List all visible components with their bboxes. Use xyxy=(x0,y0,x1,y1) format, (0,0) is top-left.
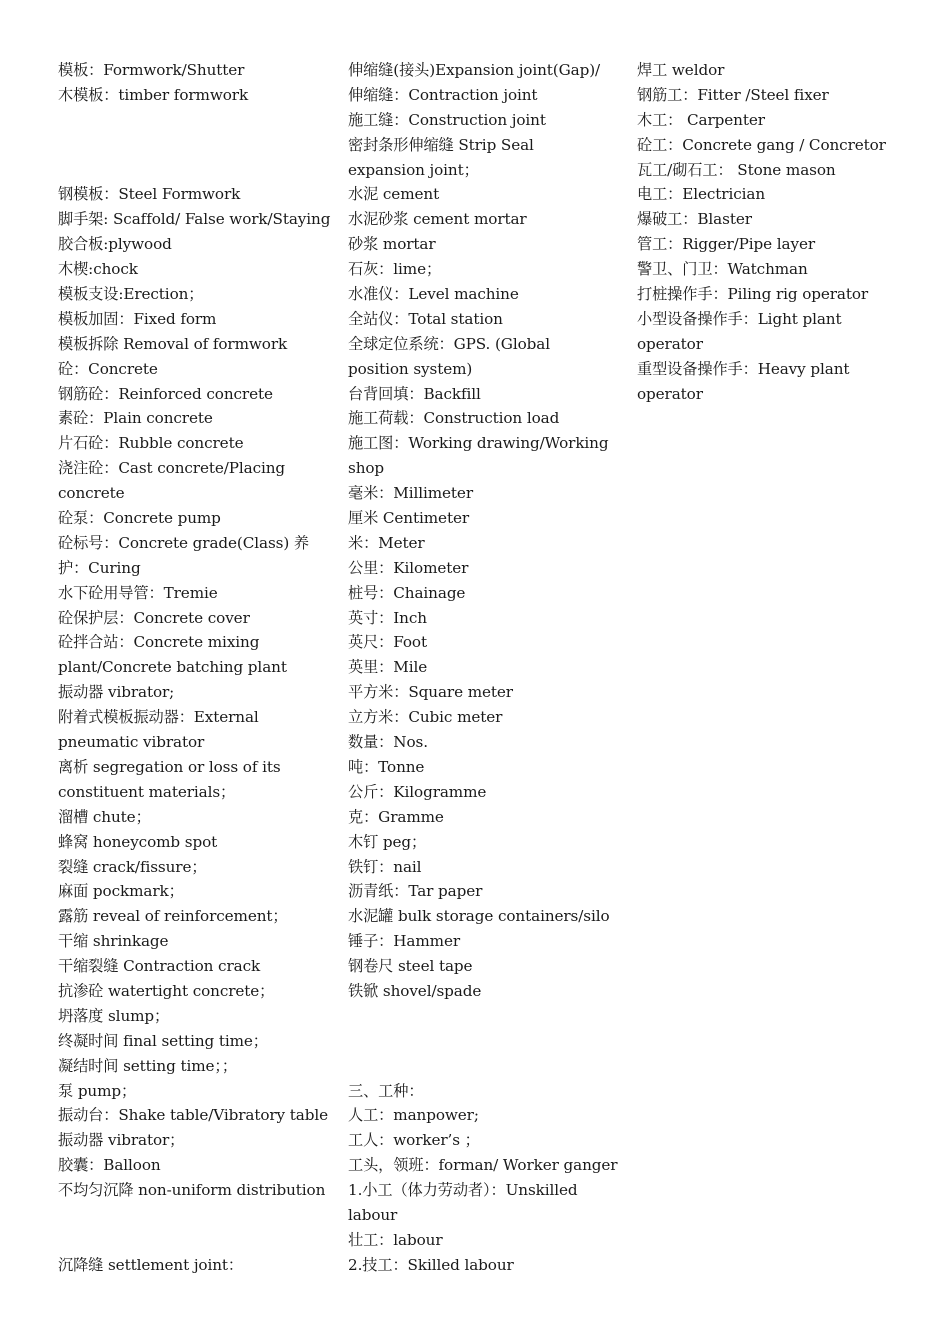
glossary-line: 伸缩缝(接头)Expansion joint(Gap)/ xyxy=(348,61,601,79)
glossary-line: 重型设备操作手：Heavy plant xyxy=(637,359,850,378)
glossary-line: 裂缝 crack/fissure； xyxy=(58,857,207,876)
glossary-line: pneumatic vibrator xyxy=(58,733,205,752)
glossary-line: 工头，领班：forman/ Worker ganger xyxy=(348,1156,618,1175)
glossary-line: 凝结时间 setting time；； xyxy=(58,1056,237,1075)
glossary-line: 露筋 reveal of reinforcement； xyxy=(58,907,288,926)
glossary-line: 平方米：Square meter xyxy=(348,683,513,702)
glossary-line: shop xyxy=(348,459,385,478)
glossary-line: 附着式模板振动器：External xyxy=(58,708,259,727)
glossary-line: 溜槽 chute； xyxy=(58,807,151,826)
blank-line xyxy=(348,1029,620,1054)
glossary-line: 施工缝：Construction joint xyxy=(348,110,546,129)
glossary-line: 干缩 shrinkage xyxy=(58,932,169,951)
blank-line xyxy=(348,1004,620,1029)
glossary-line: 水泥罐 bulk storage containers/silo xyxy=(348,907,610,926)
blank-line xyxy=(58,108,330,133)
glossary-line: 电工：Electrician xyxy=(637,185,766,204)
glossary-line: 沥青纸：Tar paper xyxy=(348,882,483,901)
glossary-line: labour xyxy=(348,1205,398,1224)
glossary-line: 焊工 weldor xyxy=(637,61,725,79)
glossary-line: 片石砼：Rubble concrete xyxy=(58,434,244,453)
glossary-line: 素砼：Plain concrete xyxy=(58,409,213,428)
glossary-line: 壮工：labour xyxy=(348,1230,443,1249)
glossary-line: 砼：Concrete xyxy=(58,359,158,378)
glossary-line: 瓦工/砌石工： Stone mason xyxy=(637,160,836,179)
glossary-line: 振动台：Shake table/Vibratory table xyxy=(58,1106,328,1125)
glossary-line: 浇注砼：Cast concrete/Placing xyxy=(58,459,286,478)
glossary-line: 模板：Formwork/Shutter xyxy=(58,61,245,79)
glossary-line: 砼泵：Concrete pump xyxy=(58,509,221,528)
glossary-line: 振动器 vibrator; xyxy=(58,683,175,702)
glossary-line: 钢筋砼：Reinforced concrete xyxy=(58,384,273,403)
glossary-line: 管工：Rigger/Pipe layer xyxy=(637,235,816,254)
glossary-line: 打桩操作手：Piling rig operator xyxy=(637,285,869,304)
glossary-line: 厘米 Centimeter xyxy=(348,509,469,528)
glossary-line: 施工图：Working drawing/Working xyxy=(348,434,609,453)
glossary-line: 毫米：Millimeter xyxy=(348,484,473,503)
blank-line xyxy=(348,1054,620,1079)
glossary-line: concrete xyxy=(58,484,125,503)
glossary-line: 木钉 peg； xyxy=(348,832,427,851)
glossary-line: 英里：Mile xyxy=(348,658,428,677)
glossary-line: 沉降缝 settlement joint： xyxy=(58,1255,244,1274)
glossary-line: 泵 pump； xyxy=(58,1081,137,1100)
glossary-line: 公斤：Kilogramme xyxy=(348,782,487,801)
glossary-line: 护：Curing xyxy=(58,558,141,577)
glossary-line: 小型设备操作手：Light plant xyxy=(637,309,842,328)
glossary-line: 全球定位系统：GPS. (Global xyxy=(348,334,550,353)
glossary-line: 振动器 vibrator； xyxy=(58,1131,185,1150)
glossary-line: 公里：Kilometer xyxy=(348,558,469,577)
glossary-line: 脚手架: Scaffold/ False work/Staying xyxy=(58,210,331,229)
glossary-line: 水泥 cement xyxy=(348,185,440,204)
glossary-line: 砼标号：Concrete grade(Class) 养 xyxy=(58,533,310,552)
glossary-line: position system) xyxy=(348,359,473,378)
glossary-line: 木模板：timber formwork xyxy=(58,85,249,104)
glossary-line: 密封条形伸缩缝 Strip Seal xyxy=(348,135,534,154)
glossary-line: expansion joint； xyxy=(348,160,479,179)
glossary-line: 1.小工（体力劳动者）：Unskilled xyxy=(348,1181,578,1200)
glossary-line: 克：Gramme xyxy=(348,807,444,826)
glossary-line: 钢筋工：Fitter /Steel fixer xyxy=(637,85,829,104)
glossary-line: 不均匀沉降 non-uniform distribution xyxy=(58,1181,326,1200)
glossary-line: 抗渗砼 watertight concrete； xyxy=(58,981,275,1000)
column-2 xyxy=(348,58,620,1278)
glossary-line: 施工荷载：Construction load xyxy=(348,409,560,428)
glossary-line: 水准仪：Level machine xyxy=(348,285,519,304)
glossary-line: constituent materials； xyxy=(58,782,236,801)
glossary-line: 爆破工：Blaster xyxy=(637,210,752,229)
glossary-line: 人工：manpower; xyxy=(348,1106,479,1125)
glossary-line: 钢卷尺 steel tape xyxy=(348,957,473,976)
glossary-line: 数量：Nos. xyxy=(348,733,428,752)
glossary-line: 胶囊：Balloon xyxy=(58,1156,161,1175)
glossary-line: 米：Meter xyxy=(348,533,425,552)
glossary-line: 木工： Carpenter xyxy=(637,110,765,129)
glossary-line: 英尺：Foot xyxy=(348,633,427,652)
glossary-line: 警卫、门卫：Watchman xyxy=(637,260,808,279)
glossary-line: 三、工种： xyxy=(348,1081,424,1100)
glossary-line: 英寸：Inch xyxy=(348,608,427,627)
glossary-line: 离析 segregation or loss of its xyxy=(58,757,281,776)
glossary-line: 铁钉：nail xyxy=(348,857,422,876)
column-1 xyxy=(58,58,330,1278)
glossary-line: 立方米：Cubic meter xyxy=(348,708,503,727)
glossary-line: 吨：Tonne xyxy=(348,757,425,776)
glossary-line: 全站仪：Total station xyxy=(348,309,503,328)
glossary-line: 蜂窝 honeycomb spot xyxy=(58,832,218,851)
glossary-line: 干缩裂缝 Contraction crack xyxy=(58,957,261,976)
glossary-line: 石灰：lime； xyxy=(348,260,442,279)
glossary-line: 锤子：Hammer xyxy=(348,932,461,951)
glossary-line: 砼保护层：Concrete cover xyxy=(58,608,250,627)
glossary-line: 水下砼用导管：Tremie xyxy=(58,583,218,602)
glossary-line: 坍落度 slump； xyxy=(58,1006,170,1025)
glossary-line: 砼拌合站：Concrete mixing xyxy=(58,633,260,652)
glossary-line: 终凝时间 final setting time； xyxy=(58,1031,268,1050)
glossary-line: 铁锨 shovel/spade xyxy=(348,981,482,1000)
glossary-line: 工人：worker’s ； xyxy=(348,1131,480,1150)
glossary-line: 砂浆 mortar xyxy=(348,235,436,254)
glossary-line: 2.技工：Skilled labour xyxy=(348,1255,514,1274)
glossary-line: 水泥砂浆 cement mortar xyxy=(348,210,527,229)
glossary-line: 木楔:chock xyxy=(58,260,138,279)
glossary-line: operator xyxy=(637,334,703,353)
glossary-line: 模板支设:Erection； xyxy=(58,285,204,304)
glossary-line: 桩号：Chainage xyxy=(348,583,466,602)
blank-line xyxy=(58,1228,330,1253)
glossary-line: plant/Concrete batching plant xyxy=(58,658,287,677)
glossary-line: 模板加固：Fixed form xyxy=(58,309,217,328)
column-3 xyxy=(637,58,907,406)
glossary-line: 麻面 pockmark； xyxy=(58,882,184,901)
blank-line xyxy=(58,133,330,158)
glossary-line: 台背回填：Backfill xyxy=(348,384,481,403)
blank-line xyxy=(58,1203,330,1228)
glossary-line: 模板拆除 Removal of formwork xyxy=(58,334,288,353)
glossary-line: 钢模板：Steel Formwork xyxy=(58,185,241,204)
glossary-line: 砼工：Concrete gang / Concretor xyxy=(637,135,886,154)
glossary-line: 伸缩缝：Contraction joint xyxy=(348,85,538,104)
blank-line xyxy=(58,158,330,183)
glossary-line: operator xyxy=(637,384,703,403)
glossary-line: 胶合板:plywood xyxy=(58,235,172,254)
